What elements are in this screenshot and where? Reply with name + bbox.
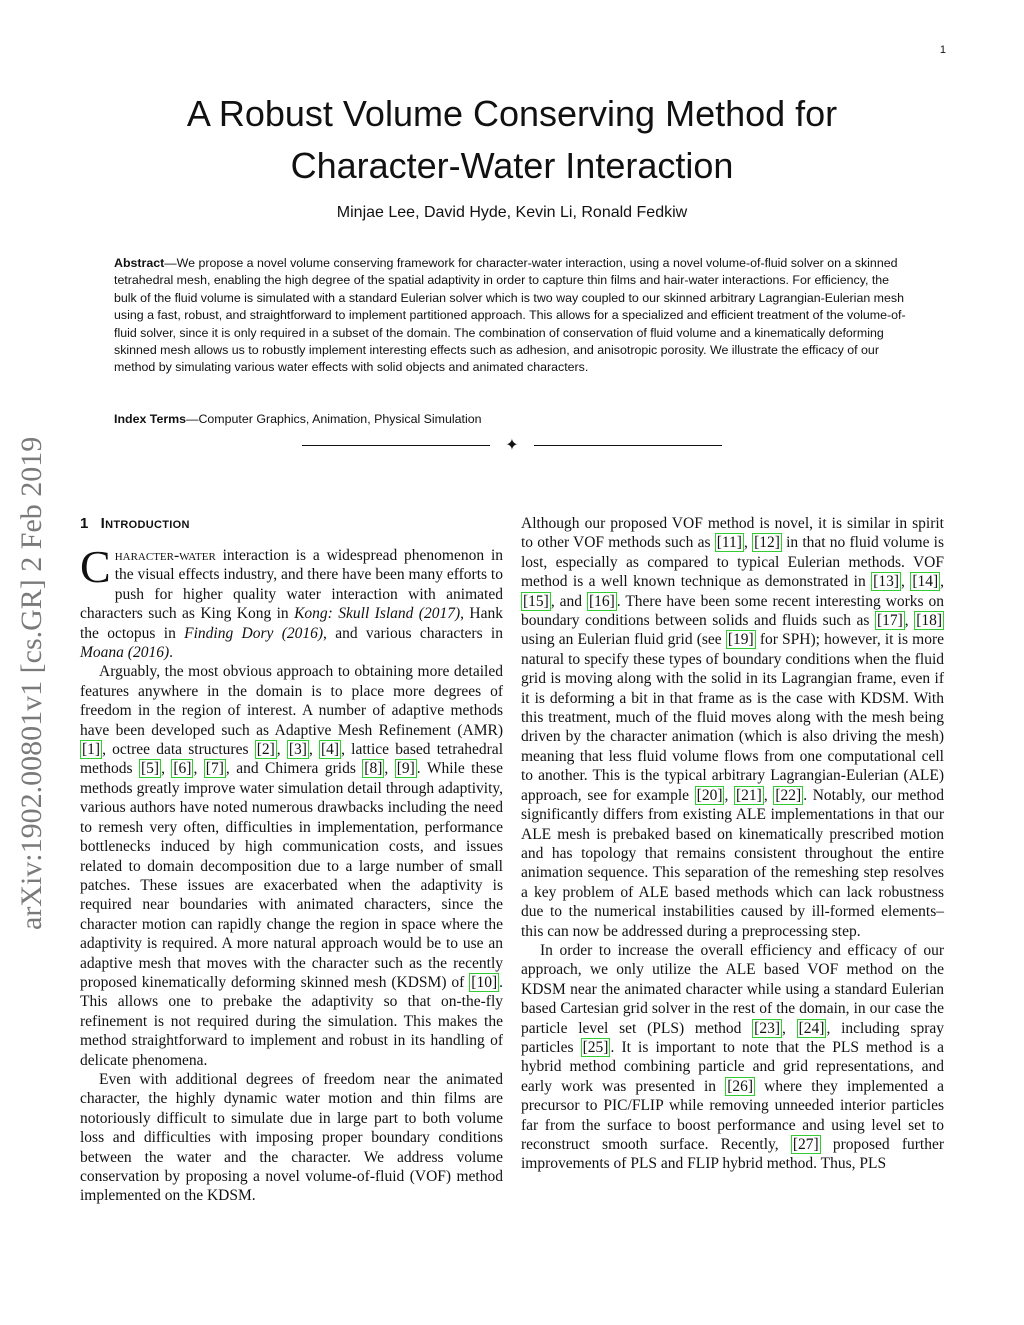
separator: , [724, 786, 735, 804]
left-column [80, 514, 503, 1206]
text-run: . There have been some recent interesting works on boundary conditions between solids and fluids such as [521, 592, 944, 630]
citation-link[interactable]: [10] [471, 973, 498, 991]
text-run: , octree data structures [102, 741, 255, 759]
text-run: . Notably, our method significantly differs from existing ALE implementations in that our ALE mesh is prebaked based on kinematically prescribed motion and has topology that remains consistent throughout the entire animation sequence. This separation of the remeshing step resolves a key problem of ALE based methods which can lack robustness due to the numerical instabilities caused by ill-formed elements–this can now be addressed during a preprocessing step. [521, 786, 944, 940]
paragraph [521, 514, 944, 941]
citation-link[interactable]: [5] [140, 760, 160, 778]
text-run: , lattice based tetrahedral methods [80, 741, 503, 778]
citation-link[interactable]: [8] [364, 760, 383, 778]
divider-rule-left [302, 445, 490, 446]
film-title: Finding Dory (2016) [184, 624, 324, 642]
text-run: . This allows one to prebake the adaptivity so that on-the-fly refinement is not required during the simulation. This makes the method straightforward to implement and robust in its handling of delicate phenomena. [80, 973, 503, 1069]
separator: , [161, 760, 172, 778]
abstract-text: —We propose a novel volume conserving framework for character-water interaction, using a novel volume-of-fluid solver on a skinned tetrahedral mesh, enabling the high degree of the spatial adaptivity in order to capture thin films and hair-water interactions. For efficiency, the bulk of the fluid volume is simulated with a standard Eulerian solver which is two way coupled to our skinned arbitrary Lagrangian-Eulerian mesh using a fast, robust, and straightforward to implement partitioned approach. This allows for a specialized and efficient treatment of the volume-of-fluid solver, since it is only required in a subset of the domain. The combination of conservation of fluid volume and a kinematically deforming skinned mesh allows us to robustly implement interesting effects such as adhesion, and anisotropic porosity. We illustrate the efficacy of our method by simulating various water effects with solid objects and animated characters. [114, 256, 906, 375]
citation-link[interactable]: [16] [588, 592, 615, 610]
citation-link[interactable]: [17] [876, 612, 903, 630]
author-list: Minjae Lee, David Hyde, Kevin Li, Ronald Fedkiw [336, 204, 688, 221]
citation-link[interactable]: [23] [754, 1019, 780, 1037]
index-terms-text: —Computer Graphics, Animation, Physical Simulation [186, 412, 482, 426]
paragraph [521, 941, 944, 1174]
separator: , [940, 573, 945, 591]
citation-link[interactable]: [25] [582, 1038, 609, 1056]
citation-link[interactable]: [3] [288, 741, 307, 759]
arxiv-identifier-stamp: arXiv:1902.00801v1 [cs.GR] 2 Feb 2019 [15, 436, 48, 930]
section-number: 1 [80, 515, 89, 532]
paragraph: Even with additional degrees of freedom near the animated character, the highly dynamic water motion and thin films are notoriously difficult to simulate due in large part to both volume loss and difficulties with imposing proper boundary conditions between the water and the character. We address volume conservation by proposing a novel volume-of-fluid (VOF) method implemented on the KDSM. [80, 1070, 503, 1205]
index-terms-label: Index Terms [114, 412, 187, 426]
divider-rule-right [534, 445, 722, 446]
citation-link[interactable]: [12] [754, 534, 780, 552]
paragraph [80, 662, 503, 1070]
drop-cap: C [80, 541, 111, 592]
film-title: Moana (2016) [80, 644, 170, 662]
citation-link[interactable]: [24] [798, 1019, 825, 1037]
citation-link[interactable]: [26] [727, 1077, 754, 1095]
citation-link[interactable]: [14] [912, 573, 939, 591]
abstract [114, 255, 910, 377]
text-run: In order to increase the overall efficiency and efficacy of our approach, we only utilize the ALE based VOF method on the KDSM near the animated character while using a standard Eulerian based Cartesian grid solver in the rest of the domain, in our case the particle level set (PLS) method [521, 941, 944, 1037]
text-run: . It is important to note that the PLS method is a hybrid method combining particle and grid representations, and early work was presented in [521, 1038, 944, 1095]
right-column [521, 514, 944, 1174]
citation-link[interactable]: [13] [873, 573, 899, 591]
abstract-label: Abstract [114, 256, 165, 270]
page-number: 1 [939, 44, 946, 56]
citation-link[interactable]: [21] [736, 786, 762, 804]
divider-ornament-icon: ✦ [505, 437, 519, 454]
citation-link[interactable]: [20] [696, 786, 723, 804]
text-run: in that no fluid volume is lost, especially as compared to typical Eulerian methods. VOF method is a well known technique as demonstrated in [521, 534, 945, 591]
citation-link[interactable]: [9] [396, 760, 415, 778]
separator: , [763, 786, 774, 804]
text-run: interaction is a widespread phenomenon in the visual effects industry, and there have been many efforts to push for higher quality water interaction with animated characters such as King Kong in [80, 547, 503, 623]
title-line-1: A Robust Volume Conserving Method for [186, 93, 838, 134]
separator: , [384, 760, 395, 778]
text-run: Arguably, the most obvious approach to obtaining more detailed features anywhere in the domain is to place more degrees of freedom in the region of interest. A number of adaptive methods have been developed such as Adaptive Mesh Refinement (AMR) [80, 663, 503, 739]
citation-link[interactable]: [2] [256, 741, 275, 759]
text-run: , and Chimera grids [225, 760, 363, 778]
index-terms [114, 412, 910, 426]
separator: , [743, 534, 753, 552]
separator: , [904, 612, 915, 630]
citation-link[interactable]: [22] [775, 786, 802, 804]
text-run: , and various characters in [323, 624, 503, 642]
text-run: , Hank the octopus in [80, 605, 503, 642]
citation-link[interactable]: [11] [716, 534, 742, 552]
separator: , [308, 741, 320, 759]
citation-link[interactable]: [27] [792, 1136, 819, 1153]
separator: , [782, 1019, 797, 1037]
citation-link[interactable]: [15] [523, 592, 549, 610]
citation-link[interactable]: [6] [173, 760, 192, 778]
text-run: . [169, 644, 173, 662]
section-title: Introduction [100, 515, 190, 532]
text-run: , and [550, 592, 587, 610]
citation-link[interactable]: [1] [82, 741, 101, 759]
text-run: proposed further improvements of PLS and FLIP hybrid method. Thus, PLS [521, 1136, 944, 1173]
paragraph [80, 541, 503, 662]
text-run: , including spray particles [521, 1019, 944, 1056]
text-run: using an Eulerian fluid grid (see [521, 631, 726, 649]
section-divider [302, 436, 722, 456]
citation-link[interactable]: [18] [916, 612, 943, 630]
section-heading [80, 514, 503, 534]
small-caps-lead: haracter-water [114, 547, 216, 564]
text-run: for SPH); however, it is more natural to specify these types of boundary conditions when the fluid grid is moving along with the solid in its Lagrangian frame, even if it is deforming a bit in that frame as is the case with KDSM. With this treatment, much of the fluid moves along with the mesh being driven by the character animation (which is also driving the mesh) meaning that less fluid volume flows from one computational cell to another. This is the typical arbitrary Lagrangian-Eulerian (ALE) approach, see for example [521, 631, 944, 804]
paper-title [0, 88, 1024, 192]
text-run: . While these methods greatly improve water simulation detail through adaptivity, various authors have noted numerous drawbacks including the need to remesh very often, difficulties in implementation, performance bottlenecks induced by high communication costs, and issues related to domain decomposition due to a large number of small patches. These issues are exacerbated when the adaptivity is required near boundaries with animated characters, since the character motion can rapidly change the region in space where the adaptivity is required. A more natural approach would be to use an adaptive mesh that moves with the character such as the recently proposed kinematically deforming skinned mesh (KDSM) of [80, 760, 503, 991]
citation-link[interactable]: [4] [321, 741, 340, 759]
title-line-2: Character-Water Interaction [290, 145, 734, 186]
film-title: Kong: Skull Island (2017) [294, 605, 461, 623]
text-run: where they implemented a precursor to PIC/FLIP while removing unneeded interior particles far from the surface to boost performance and using level set to reconstruct smooth surface. Recently, [521, 1077, 944, 1153]
separator: , [276, 741, 287, 759]
citation-link[interactable]: [19] [727, 631, 754, 649]
separator: , [193, 760, 204, 778]
text-run: Although our proposed VOF method is novel, it is similar in spirit to other VOF methods such as [521, 515, 944, 552]
separator: , [901, 573, 911, 591]
citation-link[interactable]: [7] [205, 760, 224, 778]
